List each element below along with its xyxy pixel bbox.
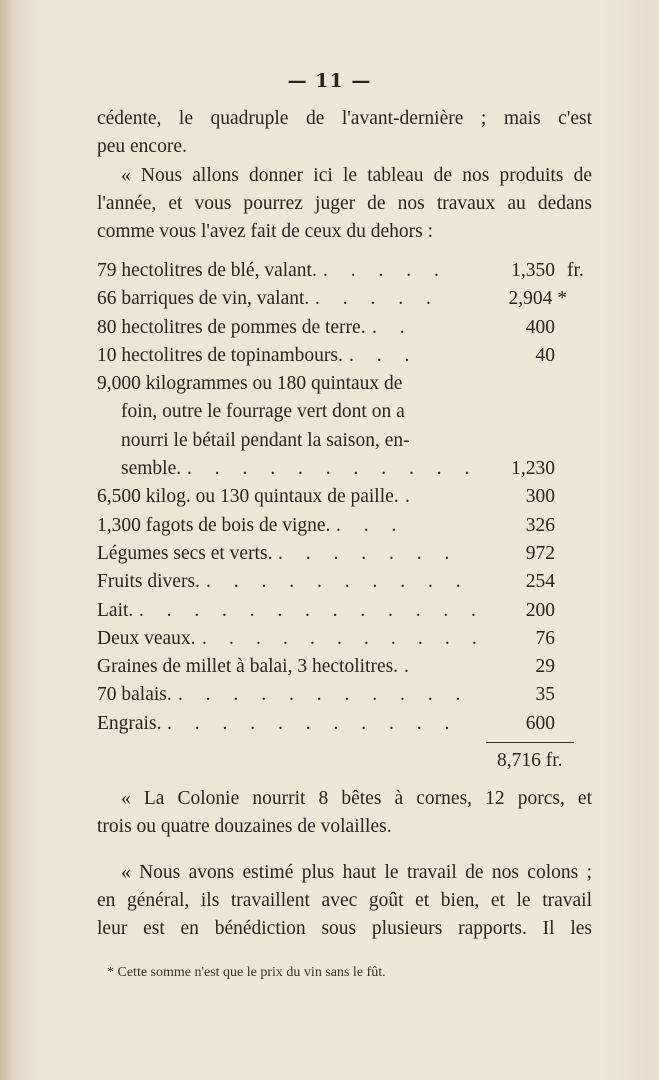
products-table xyxy=(97,257,597,738)
product-label: nourri le bétail pendant la saison, en- xyxy=(121,429,410,451)
table-row xyxy=(97,512,597,540)
footnote: * Cette somme n'est que le prix du vin sans le fût. xyxy=(107,965,386,980)
dot-leader: . . . . . . . . . . . . . xyxy=(139,599,485,621)
product-label: 80 hectolitres de pommes de terre. xyxy=(97,316,366,338)
dot-leader: . . . . . . . . . . . xyxy=(178,684,470,706)
text-line: « Nous avons estimé plus haut le travail de nos colons ; xyxy=(121,862,592,883)
product-label: semble. xyxy=(121,458,182,480)
product-amount: 600 xyxy=(525,712,555,734)
product-amount: 1,230 xyxy=(511,458,555,480)
table-row xyxy=(97,427,597,455)
table-row xyxy=(97,681,597,709)
product-label: Engrais. xyxy=(97,712,162,734)
product-amount: 254 xyxy=(525,571,555,593)
table-row xyxy=(97,568,597,596)
dot-leader: . . . . . . . . . . . xyxy=(167,712,459,734)
paragraph-2 xyxy=(97,162,592,246)
text-line: comme vous l'avez fait de ceux du dehors : xyxy=(97,221,433,242)
product-label: Fruits divers. xyxy=(97,571,200,593)
table-row xyxy=(97,597,597,625)
dot-leader: . . . . . . . . . . . xyxy=(187,458,479,480)
paragraph-1 xyxy=(97,105,592,161)
product-label: foin, outre le fourrage vert dont on a xyxy=(121,401,405,423)
product-label: Graines de millet à balai, 3 hectolitres. xyxy=(97,656,399,678)
text-line: peu encore. xyxy=(97,136,187,157)
product-amount: 1,350 xyxy=(511,260,555,281)
text-line: leur est en bénédiction sous plusieurs rapports. Il les xyxy=(97,918,592,939)
product-amount: 200 xyxy=(525,599,555,621)
product-label: Légumes secs et verts. xyxy=(97,542,273,564)
product-label: 66 barriques de vin, valant. xyxy=(97,288,310,310)
product-amount: 972 xyxy=(525,542,555,564)
table-row xyxy=(97,625,597,653)
table-row xyxy=(97,285,597,313)
table-row xyxy=(97,540,597,568)
dot-leader: . . . xyxy=(349,344,419,366)
text-line: « Nous allons donner ici le tableau de nos produits de xyxy=(121,165,592,186)
product-amount: 2,904 * xyxy=(508,288,567,310)
sum-rule xyxy=(486,742,574,743)
table-row xyxy=(97,342,597,370)
table-row xyxy=(97,370,597,398)
table-row xyxy=(97,398,597,426)
product-label: Deux veaux. xyxy=(97,627,196,649)
table-row xyxy=(97,653,597,681)
dot-leader: . xyxy=(404,656,418,678)
dot-leader: . xyxy=(405,486,419,508)
table-row xyxy=(97,257,597,285)
paragraph-4 xyxy=(97,859,592,943)
dot-leader: . . . . . xyxy=(323,260,448,281)
table-row xyxy=(97,314,597,342)
product-label: 70 balais. xyxy=(97,684,172,706)
product-label: 9,000 kilogrammes ou 180 quintaux de xyxy=(97,373,403,395)
table-total: 8,716 fr. xyxy=(497,750,563,771)
dot-leader: . . . . . . . . . . xyxy=(206,571,470,593)
table-row xyxy=(97,710,597,738)
dot-leader: . . xyxy=(372,316,414,338)
product-label: 10 hectolitres de topinambours. xyxy=(97,344,343,366)
text-line: trois ou quatre douzaines de volailles. xyxy=(97,816,392,837)
product-label: 1,300 fagots de bois de vigne. xyxy=(97,514,331,536)
text-line: cédente, le quadruple de l'avant-dernière ; mais c'est xyxy=(97,108,592,129)
page-number: — 11 — xyxy=(287,70,372,92)
product-amount: 76 xyxy=(535,627,555,649)
product-amount: 29 xyxy=(535,656,555,678)
product-amount: 400 xyxy=(525,316,555,338)
dot-leader: . . . . . . . xyxy=(278,542,459,564)
text-line: « La Colonie nourrit 8 bêtes à cornes, 12 porcs, et xyxy=(121,788,592,809)
table-row xyxy=(97,455,597,483)
product-label: 79 hectolitres de blé, valant. xyxy=(97,260,317,281)
currency-unit: fr. xyxy=(567,260,584,281)
paragraph-3 xyxy=(97,785,592,841)
product-label: 6,500 kilog. ou 130 quintaux de paille. xyxy=(97,486,399,508)
dot-leader: . . . . . xyxy=(315,288,440,310)
product-label: Lait. xyxy=(97,599,134,621)
text-line: en général, ils travaillent avec goût et bien, et le travail xyxy=(97,890,592,911)
table-row xyxy=(97,483,597,511)
product-amount: 300 xyxy=(525,486,555,508)
dot-leader: . . . . . . . . . . . xyxy=(202,627,486,649)
dot-leader: . . . xyxy=(336,514,406,536)
product-amount: 326 xyxy=(525,514,555,536)
text-line: l'année, et vous pourrez juger de nos travaux au dedans xyxy=(97,193,592,214)
product-amount: 40 xyxy=(535,344,555,366)
product-amount: 35 xyxy=(535,684,555,706)
